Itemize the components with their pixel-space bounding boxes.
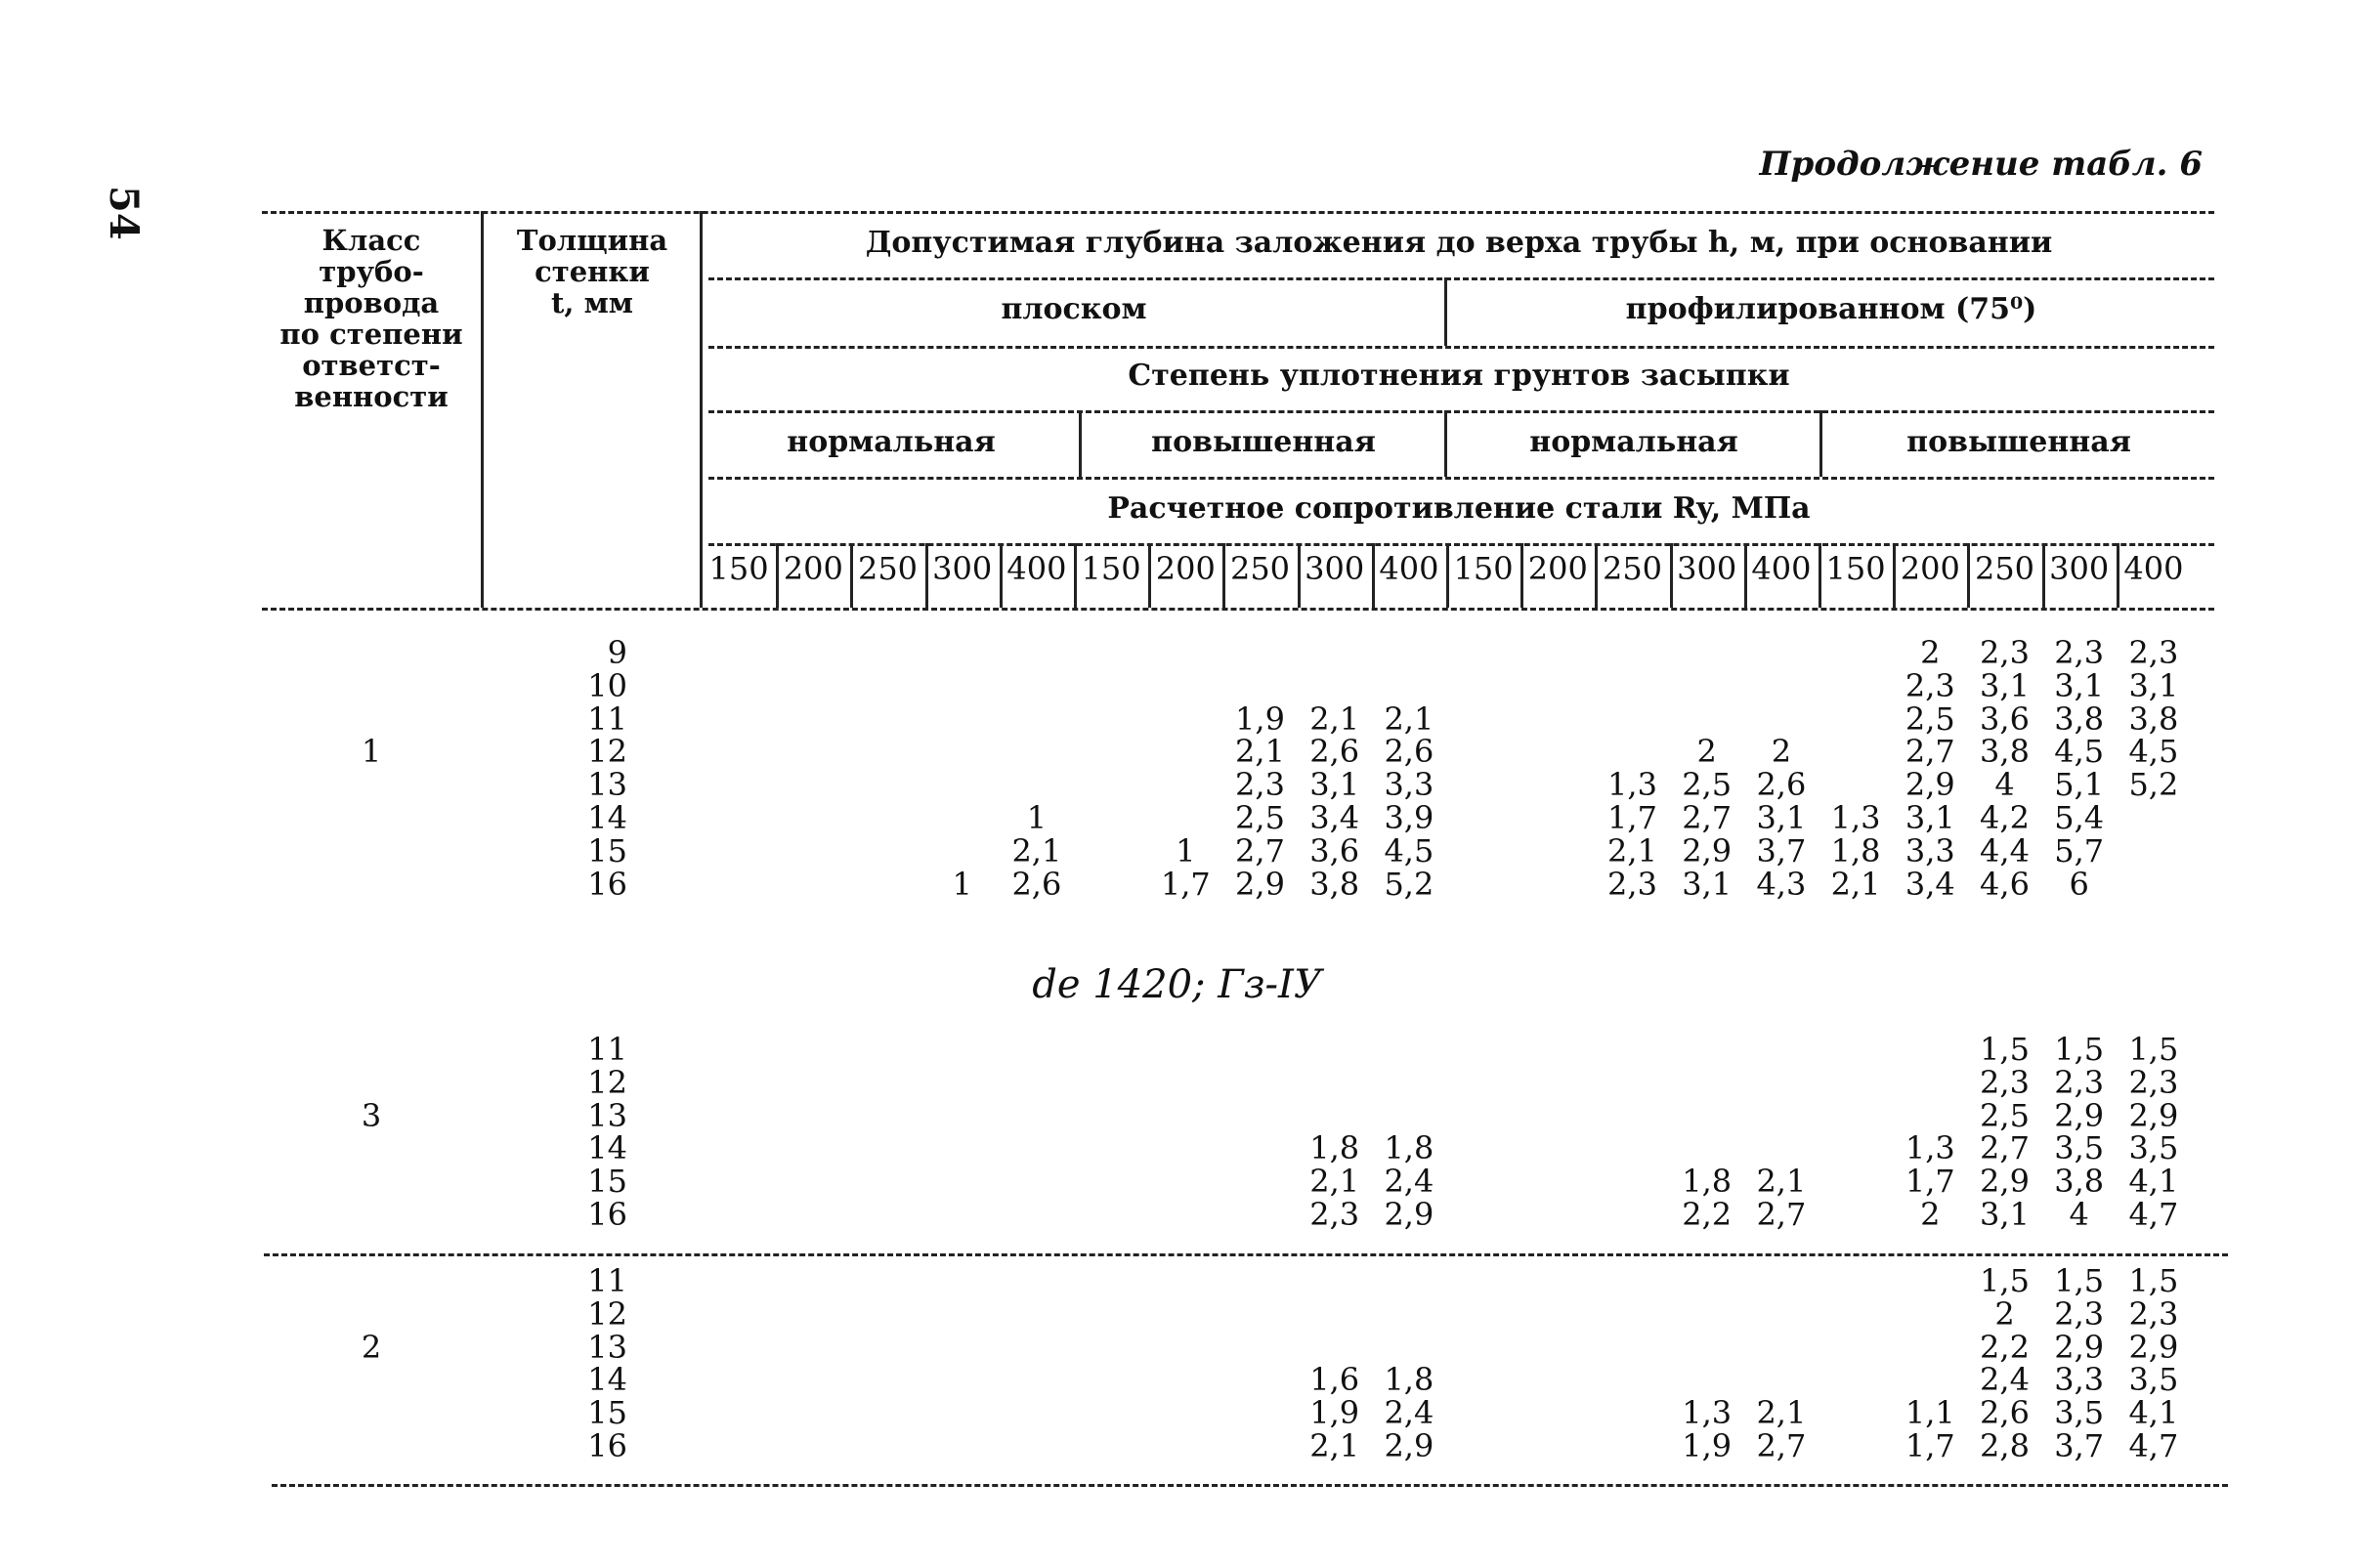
ry-column-head: 250	[857, 550, 919, 587]
depth-value: 2,3	[1980, 634, 2030, 671]
pipeline-class: 2	[361, 1328, 382, 1366]
depth-value: 3,1	[2054, 666, 2105, 704]
depth-value: 2,2	[1980, 1328, 2030, 1366]
depth-value: 2,6	[1756, 766, 1807, 804]
depth-value: 2	[1696, 733, 1717, 771]
depth-value: 2,7	[1682, 799, 1733, 836]
ry-column-head: 250	[1974, 550, 2035, 587]
depth-value: 2,4	[1980, 1361, 2030, 1399]
depth-value: 2,8	[1980, 1427, 2030, 1464]
depth-value: 2,9	[1235, 865, 1285, 903]
wall-thickness: 11	[587, 699, 627, 738]
ry-column-head: 400	[1006, 550, 1067, 587]
depth-value: 6	[2069, 865, 2089, 903]
depth-value: 4,5	[2128, 733, 2179, 771]
header-thickness-line: t, мм	[551, 286, 633, 319]
depth-value: 2,5	[1682, 766, 1733, 804]
wall-thickness: 15	[587, 831, 627, 869]
depth-value: 2,5	[1980, 1096, 2030, 1134]
depth-value: 2,7	[1756, 1196, 1807, 1233]
ry-column-head: 150	[708, 550, 769, 587]
vrule-thickness	[700, 211, 703, 608]
header-class	[264, 225, 479, 412]
depth-value: 2,1	[1830, 865, 1881, 903]
depth-value: 4,4	[1980, 831, 2030, 869]
depth-value: 5,1	[2054, 766, 2105, 804]
depth-value: 2,1	[1011, 831, 1062, 869]
depth-value: 2,3	[1309, 1196, 1360, 1233]
depth-value: 2	[1771, 733, 1792, 771]
wall-thickness: 15	[587, 1163, 627, 1201]
depth-value: 3,1	[1980, 666, 2030, 704]
depth-value: 1,3	[1905, 1129, 1955, 1167]
header-rule-2	[708, 346, 2214, 349]
depth-value: 4,6	[1980, 865, 2030, 903]
depth-value: 2,3	[2054, 634, 2105, 671]
depth-value: 2,9	[1980, 1163, 2030, 1201]
page-number: 54	[101, 186, 147, 240]
depth-value: 5,4	[2054, 799, 2105, 836]
depth-value: 2,6	[1384, 733, 1434, 771]
depth-value: 2,2	[1682, 1196, 1733, 1233]
table-title: Продолжение табл. 6	[1759, 145, 2203, 184]
depth-value: 1,5	[2054, 1031, 2105, 1068]
depth-value: 1,5	[2054, 1262, 2105, 1299]
depth-value: 3,3	[1905, 831, 1955, 869]
depth-value: 2,3	[1905, 666, 1955, 704]
depth-value: 3,5	[2128, 1129, 2179, 1167]
depth-value: 3,5	[2128, 1361, 2179, 1399]
header-compaction-normal-profiled: нормальная	[1529, 425, 1738, 459]
depth-value: 1,8	[1384, 1129, 1434, 1167]
section-divider	[264, 1253, 2228, 1256]
header-bottom-rule	[262, 608, 2214, 611]
depth-value: 3,6	[1980, 699, 2030, 738]
vrule-compaction-1	[1079, 410, 1082, 477]
table-bottom-rule	[272, 1484, 2228, 1487]
header-base-profiled: профилированном (75⁰)	[1625, 292, 2037, 326]
depth-value: 2,1	[1384, 699, 1434, 738]
depth-value: 2,7	[1235, 831, 1285, 869]
depth-value: 3,3	[1384, 766, 1434, 804]
depth-value: 2,7	[1980, 1129, 2030, 1167]
depth-value: 1	[1026, 799, 1048, 836]
depth-value: 1,7	[1160, 865, 1211, 903]
depth-value: 2,3	[2128, 1294, 2179, 1333]
depth-value: 2,6	[1309, 733, 1360, 771]
header-class-line: трубо-	[319, 255, 424, 288]
depth-value: 2,3	[2128, 1063, 2179, 1101]
depth-value: 2,1	[1235, 733, 1285, 771]
depth-value: 2,3	[2054, 1063, 2105, 1101]
depth-value: 3,7	[1756, 831, 1807, 869]
depth-value: 3,7	[2054, 1427, 2105, 1464]
depth-value: 4	[1994, 766, 2015, 804]
depth-value: 1,8	[1384, 1361, 1434, 1399]
depth-value: 1,6	[1309, 1361, 1360, 1399]
header-rule-5	[708, 543, 2214, 546]
depth-value: 2,4	[1384, 1163, 1434, 1201]
depth-value: 2,1	[1309, 699, 1360, 738]
ry-column-head: 300	[932, 550, 993, 587]
depth-value: 2,9	[2054, 1328, 2105, 1366]
depth-value: 2,9	[1384, 1196, 1434, 1233]
depth-value: 4,7	[2128, 1196, 2179, 1233]
wall-thickness: 14	[587, 1361, 627, 1399]
header-class-line: ответст-	[302, 349, 441, 382]
wall-thickness: 16	[587, 1196, 627, 1233]
depth-value: 1,9	[1682, 1427, 1733, 1464]
header-class-line: Класс	[321, 224, 421, 257]
header-compaction-high-profiled: повышенная	[1906, 425, 2131, 459]
depth-value: 2,1	[1756, 1163, 1807, 1201]
depth-value: 3,9	[1384, 799, 1434, 836]
header-depth-title: Допустимая глубина заложения до верха трубы h, м, при основании	[865, 226, 2053, 260]
header-compaction-normal-flat: нормальная	[787, 425, 996, 459]
depth-value: 3,1	[1905, 799, 1955, 836]
depth-value: 2,1	[1309, 1163, 1360, 1201]
ry-column-head: 200	[783, 550, 843, 587]
depth-value: 3,5	[2054, 1394, 2105, 1432]
depth-value: 4,5	[1384, 831, 1434, 869]
depth-value: 1,7	[1607, 799, 1657, 836]
header-class-line: венности	[294, 380, 449, 413]
header-thickness	[486, 225, 699, 318]
header-rule-1	[708, 277, 2214, 280]
depth-value: 4,3	[1756, 865, 1807, 903]
ry-column-head: 200	[1155, 550, 1216, 587]
header-rule-4	[708, 477, 2214, 480]
header-compaction-title: Степень уплотнения грунтов засыпки	[1128, 359, 1790, 393]
depth-value: 1,8	[1682, 1163, 1733, 1201]
depth-value: 3,4	[1309, 799, 1360, 836]
wall-thickness: 15	[587, 1394, 627, 1432]
depth-value: 4,5	[2054, 733, 2105, 771]
wall-thickness: 12	[587, 733, 627, 771]
pipeline-class: 1	[361, 733, 382, 771]
wall-thickness: 9	[607, 634, 627, 671]
depth-value: 2,4	[1384, 1394, 1434, 1432]
ry-column-head: 200	[1900, 550, 1960, 587]
ry-column-head: 300	[2049, 550, 2110, 587]
header-resistance-title: Расчетное сопротивление стали Ry, МПа	[1107, 491, 1811, 526]
depth-value: 3,1	[1980, 1196, 2030, 1233]
depth-value: 2,7	[1905, 733, 1955, 771]
header-class-line: по степени	[279, 318, 463, 351]
depth-value: 4,7	[2128, 1427, 2179, 1464]
depth-value: 3,8	[1980, 733, 2030, 771]
depth-value: 1,5	[2128, 1262, 2179, 1299]
vrule-class	[481, 211, 484, 608]
ry-column-head: 200	[1527, 550, 1588, 587]
depth-value: 2,5	[1905, 699, 1955, 738]
wall-thickness: 14	[587, 1129, 627, 1167]
depth-value: 2,9	[1682, 831, 1733, 869]
depth-value: 3,3	[2054, 1361, 2105, 1399]
depth-value: 2,3	[2054, 1294, 2105, 1333]
header-thickness-line: стенки	[535, 255, 650, 288]
depth-value: 3,5	[2054, 1129, 2105, 1167]
depth-value: 3,8	[2054, 699, 2105, 738]
depth-value: 2,3	[1235, 766, 1285, 804]
wall-thickness: 16	[587, 1427, 627, 1464]
depth-value: 2,1	[1756, 1394, 1807, 1432]
ry-column-head: 300	[1305, 550, 1365, 587]
wall-thickness: 12	[587, 1063, 627, 1101]
depth-value: 2,1	[1607, 831, 1657, 869]
depth-value: 3,1	[2128, 666, 2179, 704]
table-top-rule	[262, 211, 2214, 214]
wall-thickness: 13	[587, 1328, 627, 1366]
depth-value: 3,1	[1309, 766, 1360, 804]
ry-column-head: 400	[2123, 550, 2184, 587]
depth-value: 2	[1994, 1294, 2015, 1333]
depth-value: 3,1	[1682, 865, 1733, 903]
depth-value: 2	[1920, 1196, 1941, 1233]
ry-column-head: 250	[1229, 550, 1291, 587]
depth-value: 2,1	[1309, 1427, 1360, 1464]
ry-column-head: 400	[1751, 550, 1812, 587]
header-base-flat: плоском	[1001, 292, 1147, 326]
depth-value: 2,9	[1384, 1427, 1434, 1464]
wall-thickness: 13	[587, 766, 627, 804]
vrule-base-split	[1444, 277, 1447, 346]
depth-value: 3,8	[1309, 865, 1360, 903]
header-rule-3	[708, 410, 2214, 413]
depth-value: 1	[1176, 831, 1196, 869]
depth-value: 1,1	[1905, 1394, 1955, 1432]
depth-value: 1,3	[1607, 766, 1657, 804]
header-class-line: провода	[303, 286, 440, 319]
ry-column-head: 400	[1379, 550, 1439, 587]
depth-value: 2	[1920, 634, 1941, 671]
wall-thickness: 12	[587, 1294, 627, 1333]
vrule-compaction-3	[1819, 410, 1822, 477]
depth-value: 2,9	[1905, 766, 1955, 804]
depth-value: 4,2	[1980, 799, 2030, 836]
wall-thickness: 11	[587, 1262, 627, 1299]
wall-thickness: 11	[587, 1031, 627, 1068]
depth-value: 1	[952, 865, 972, 903]
depth-value: 1,5	[1980, 1262, 2030, 1299]
wall-thickness: 14	[587, 799, 627, 836]
section-label-text: de 1420; Гз-IУ	[1032, 962, 1322, 1007]
depth-value: 2,3	[2128, 634, 2179, 671]
depth-value: 2,9	[2128, 1328, 2179, 1366]
ry-column-head: 150	[1081, 550, 1141, 587]
ry-column-head: 150	[1825, 550, 1886, 587]
depth-value: 3,8	[2128, 699, 2179, 738]
depth-value: 1,8	[1309, 1129, 1360, 1167]
pipeline-class: 3	[361, 1096, 382, 1134]
ry-column-head: 300	[1677, 550, 1737, 587]
wall-thickness: 13	[587, 1096, 627, 1134]
ry-column-head: 150	[1453, 550, 1514, 587]
depth-value: 3,6	[1309, 831, 1360, 869]
depth-value: 1,7	[1905, 1427, 1955, 1464]
depth-value: 5,7	[2054, 831, 2105, 869]
depth-value: 1,5	[1980, 1031, 2030, 1068]
header-thickness-line: Толщина	[516, 224, 668, 257]
depth-value: 2,5	[1235, 799, 1285, 836]
depth-value: 1,8	[1830, 831, 1881, 869]
depth-value: 1,5	[2128, 1031, 2179, 1068]
depth-value: 2,6	[1011, 865, 1062, 903]
depth-value: 5,2	[1384, 865, 1434, 903]
depth-value: 5,2	[2128, 766, 2179, 804]
depth-value: 3,1	[1756, 799, 1807, 836]
vrule-compaction-2	[1444, 410, 1447, 477]
depth-value: 4,1	[2128, 1163, 2179, 1201]
depth-value: 2,9	[2128, 1096, 2179, 1134]
depth-value: 1,3	[1682, 1394, 1733, 1432]
depth-value: 4,1	[2128, 1394, 2179, 1432]
section-label	[0, 962, 2354, 1007]
depth-value: 2,9	[2054, 1096, 2105, 1134]
depth-value: 2,3	[1607, 865, 1657, 903]
depth-value: 1,9	[1235, 699, 1285, 738]
depth-value: 1,7	[1905, 1163, 1955, 1201]
header-compaction-high-flat: повышенная	[1151, 425, 1376, 459]
wall-thickness: 16	[587, 865, 627, 903]
ry-column-head: 250	[1602, 550, 1663, 587]
depth-value: 2,3	[1980, 1063, 2030, 1101]
depth-value: 3,8	[2054, 1163, 2105, 1201]
depth-value: 1,9	[1309, 1394, 1360, 1432]
depth-value: 4	[2069, 1196, 2089, 1233]
wall-thickness: 10	[587, 666, 627, 704]
depth-value: 3,4	[1905, 865, 1955, 903]
depth-value: 2,6	[1980, 1394, 2030, 1432]
depth-value: 1,3	[1830, 799, 1881, 836]
depth-value: 2,7	[1756, 1427, 1807, 1464]
